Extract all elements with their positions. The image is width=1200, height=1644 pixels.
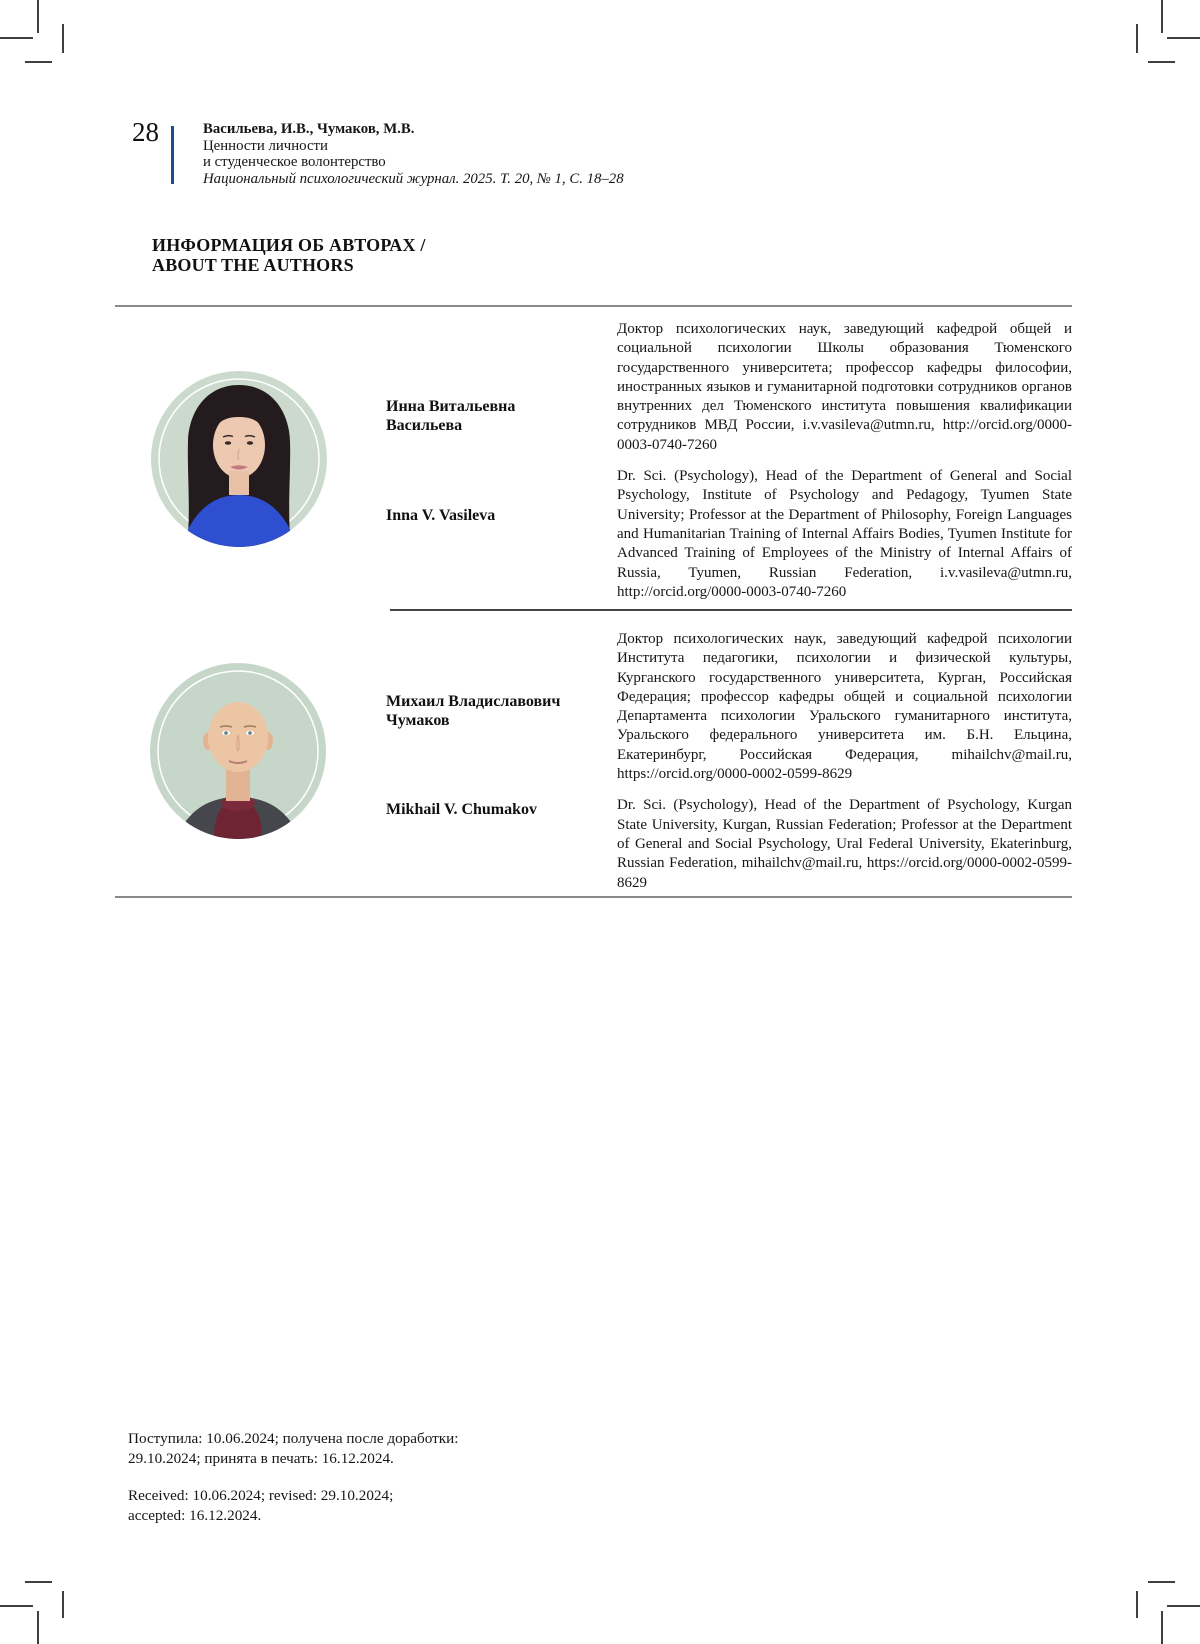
header-accent-line (171, 126, 174, 184)
author-photo (151, 371, 327, 547)
authors-divider-rule (390, 609, 1072, 611)
running-head-title-line1: Ценности личности (203, 137, 328, 154)
running-head-authors: Васильева, И.В., Чумаков, М.В. (203, 121, 415, 137)
submission-dates-ru-line2: 29.10.2024; принята в печать: 16.12.2024. (128, 1449, 394, 1467)
top-rule (115, 305, 1072, 307)
author1-bio-ru: Доктор психологических наук, заведующий кафедрой общей и социальной психологии Школы образования Тюменского государственного университета; профессор кафедры философии, иностранных языков и гуманитарной подготовки сотрудников органов внутренних дел Тюменского института повышения квалификации сотрудников МВД России, i.v.vasileva@utmn.ru, http://orcid.org/0000-0003-0740-7260 (617, 321, 1072, 453)
author1-bio (617, 320, 1072, 602)
author1-bio-en: Dr. Sci. (Psychology), Head of the Department of General and Social Psychology, Institute of Psychology and Pedagogy, Tyumen State University; Professor at the Department of Philosophy, Foreign Languages and Humanitarian Training of Internal Affairs Bodies, Tyumen Institute for Advanced Training of Employees of the Ministry of Internal Affairs of Russia, Tyumen, Russian Federation, i.v.vasileva@utmn.ru, http://orcid.org/0000-0003-0740-7260 (617, 468, 1072, 600)
section-title (152, 236, 426, 275)
section-title-ru: ИНФОРМАЦИЯ ОБ АВТОРАХ / (152, 235, 426, 255)
submission-dates-en (128, 1486, 558, 1525)
submission-dates-ru-line1: Поступила: 10.06.2024; получена после доработки: (128, 1430, 459, 1447)
running-head-title-line2: и студенческое волонтерство (203, 154, 386, 171)
author2-bio (617, 630, 1072, 893)
bottom-rule (115, 896, 1072, 898)
section-title-en: ABOUT THE AUTHORS (152, 254, 354, 275)
submission-dates-en-line2: accepted: 16.12.2024. (128, 1506, 262, 1524)
portrait-woman-icon (151, 371, 327, 547)
author2-bio-ru: Доктор психологических наук, заведующий кафедрой психологии Института педагогики, психологии и физической культуры, Курганского государственного университета, Курган, Российская Федерация; профессор кафедры общей и социальной психологии Департамента психологии Уральского гуманитарного института, Уральского федерального университета им. Б.Н. Ельцина, Екатеринбург, Российская Федерация, mihailchv@mail.ru, https://orcid.org/0000-0002-0599-8629 (617, 631, 1072, 783)
submission-dates-en-line1: Received: 10.06.2024; revised: 29.10.2024; (128, 1487, 394, 1504)
author1-name-en: Inna V. Vasileva (386, 507, 496, 524)
running-head-journal-ref: Национальный психологический журнал. 2025. Т. 20, № 1, С. 18–28 (203, 170, 624, 187)
author2-name-ru (386, 693, 606, 730)
author1-name-ru-line1: Инна Витальевна (386, 398, 516, 415)
author2-name-ru-line2: Чумаков (386, 711, 450, 729)
author1-name-ru (386, 398, 606, 435)
submission-dates (128, 1429, 558, 1525)
author-photo (150, 663, 326, 839)
page-number: 28 (132, 117, 159, 147)
portrait-man-icon (150, 663, 326, 839)
author2-name-en: Mikhail V. Chumakov (386, 801, 538, 818)
author1-name-ru-line2: Васильева (386, 416, 463, 434)
running-head (203, 121, 823, 187)
author2-bio-en: Dr. Sci. (Psychology), Head of the Department of Psychology, Kurgan State University, Kurgan, Russian Federation; Professor at the Department of General and Social Psychology, Ural Federal University, Ekaterinburg, Russian Federation, mihailchv@mail.ru, https://orcid.org/0000-0002-0599-8629 (617, 797, 1072, 891)
author2-name-ru-line1: Михаил Владиславович (386, 693, 561, 710)
submission-dates-ru (128, 1429, 558, 1468)
